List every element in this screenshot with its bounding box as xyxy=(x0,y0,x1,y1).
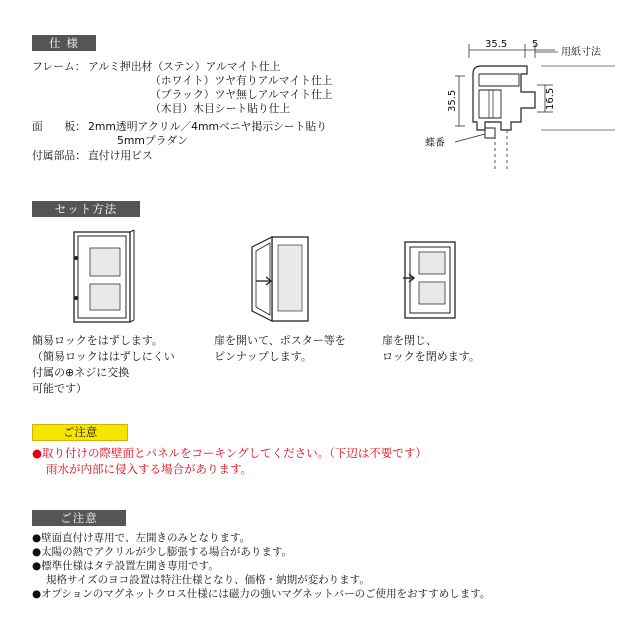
frame-line-1: アルミ押出材（ステン）アルマイト仕上 xyxy=(88,60,281,73)
dim-right: 16.5 xyxy=(545,87,556,110)
panel-line-1: 2mm透明アクリル／4mmベニヤ掲示シート貼り xyxy=(88,120,328,133)
note-line-5: ●オプションのマグネットクロス仕様には磁力の強いマグネットバーのご使用をおすすめします。 xyxy=(32,588,491,600)
dim-top-right: 5 xyxy=(532,39,539,50)
panel-line-2: 5mmプラダン xyxy=(117,134,189,147)
step1-text xyxy=(32,333,175,397)
step2-text xyxy=(214,333,346,365)
dim-top-left: 35.5 xyxy=(485,39,508,50)
step2-line-1: 扉を開いて、ポスター等を xyxy=(214,334,346,347)
notes-heading: ご注意 xyxy=(32,510,126,526)
note-line-1: ●壁面直付け専用で、左開きのみとなります。 xyxy=(32,532,251,544)
step3-line-2: ロックを閉めます。 xyxy=(382,350,480,363)
note-line-2: ●太陽の熱でアクリルが少し膨張する場合があります。 xyxy=(32,546,293,558)
caution-line-1: ●取り付けの際壁面とパネルをコーキングしてください。（下辺は不要です） xyxy=(32,446,427,460)
dim-left: 35.5 xyxy=(447,89,458,112)
frame-line-3: （ブラック）ツヤ無しアルマイト仕上 xyxy=(150,88,333,101)
hinge-label: 蝶番 xyxy=(425,138,445,149)
parts-value: 直付け用ビス xyxy=(88,149,153,162)
step1-line-3: 付属の⊕ネジに交換 xyxy=(32,366,130,379)
step1-line-2: （簡易ロックははずしにくい xyxy=(32,350,175,363)
paper-size-label: 用紙寸法 xyxy=(561,47,601,58)
frame-label: フレーム： xyxy=(32,60,86,73)
panel-label: 面 板： xyxy=(32,120,86,133)
step1-line-4: 可能です） xyxy=(32,382,87,395)
frame-cross-section-diagram xyxy=(415,30,620,175)
step3-line-1: 扉を閉じ、 xyxy=(382,334,437,347)
caution-line-2: 雨水が内部に侵入する場合があります。 xyxy=(46,462,253,476)
setup-heading: セット方法 xyxy=(32,201,140,217)
spec-heading: 仕 様 xyxy=(32,35,96,51)
note-line-4: 規格サイズのヨコ設置は特注仕様となり、価格・納期が変わります。 xyxy=(46,574,370,586)
step3-illustration xyxy=(401,238,459,320)
parts-label: 付属部品： xyxy=(32,149,86,162)
caution-heading: ご注意 xyxy=(32,424,128,441)
step1-line-1: 簡易ロックをはずします。 xyxy=(32,334,163,347)
step2-illustration xyxy=(248,233,312,325)
frame-line-2: （ホワイト）ツヤ有りアルマイト仕上 xyxy=(150,74,333,87)
note-line-3: ●標準仕様はタテ設置左開き専用です。 xyxy=(32,560,219,572)
step2-line-2: ピンナップします。 xyxy=(214,350,312,363)
frame-line-4: （木目）木目シート貼り仕上 xyxy=(150,102,291,115)
step3-text xyxy=(382,333,480,365)
step1-illustration xyxy=(68,228,138,326)
